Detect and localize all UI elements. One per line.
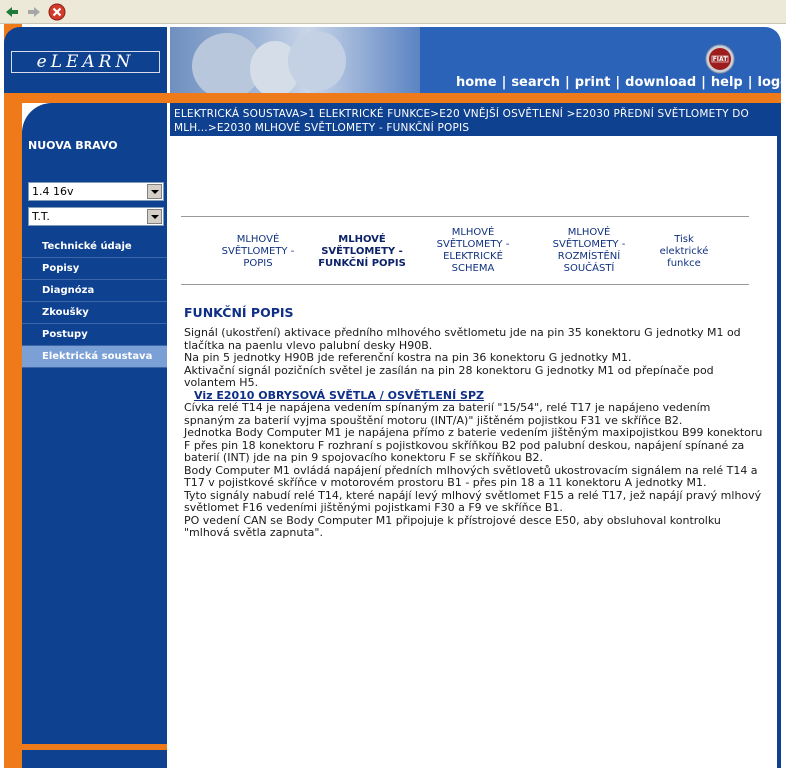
- paragraph: Body Computer M1 ovládá napájení předních mlhových světlovetů ukostrovacím signálem na relé T14 a T17 v pojistkové skříňce v motorovém prostoru B1 - přes pin 18 a 11 konektoru A jednotky M1.: [184, 463, 758, 489]
- logo-panel: [4, 27, 167, 93]
- tab-funkcni-popis[interactable]: MLHOVÉ SVĚTLOMETY - FUNKČNÍ POPIS: [318, 234, 406, 269]
- paragraph: Cívka relé T14 je napájena vedením spínaným za baterií "15/54", relé T17 je napájeno vedením spnaným za baterií vyjma spouštění motoru (INT/A)" jištěném pojistkou F31 ve skříňce B2.: [184, 401, 711, 427]
- sidebar-item-elektricka-soustava[interactable]: Elektrická soustava: [22, 346, 167, 368]
- print-link[interactable]: print: [574, 75, 611, 90]
- version-select-value: T.T.: [32, 210, 50, 223]
- header-orange-band: [4, 93, 781, 103]
- page-title: FUNKČNÍ POPIS: [184, 305, 294, 320]
- tab-elektricke-schema[interactable]: MLHOVÉ SVĚTLOMETY - ELEKTRICKÉ SCHEMA: [436, 227, 510, 274]
- tab-popis[interactable]: MLHOVÉ SVĚTLOMETY - POPIS: [221, 234, 295, 269]
- model-name: NUOVA BRAVO: [28, 139, 118, 152]
- svg-text:FIAT: FIAT: [712, 56, 728, 63]
- download-link[interactable]: download: [625, 75, 697, 90]
- tab-rozmisteni-soucasti[interactable]: MLHOVÉ SVĚTLOMETY - ROZMÍSTĚNÍ SOUČÁSTÍ: [552, 227, 626, 274]
- paragraph: PO vedení CAN se Body Computer M1 připojuje k přístrojové desce E50, aby obsluhoval kontrolku "mlhová světla zapnuta".: [184, 513, 721, 539]
- paragraph: Tyto signály nabudí relé T14, které napájí levý mlhový světlomet F15 a relé T17, jež napájí pravý mlhový světlomet F16 vedeními jištěnými pojistkami F30 a F9 ve skříňce B1.: [184, 488, 762, 514]
- logout-link[interactable]: logout: [757, 75, 805, 90]
- tab-tisk-elektricke-funkce[interactable]: Tisk elektrické funkce: [659, 234, 709, 269]
- frame-orange-strip: [4, 24, 22, 768]
- elearn-logo[interactable]: eLEARN: [11, 51, 160, 73]
- back-arrow-icon[interactable]: [3, 3, 21, 21]
- related-link[interactable]: Viz E2010 OBRYSOVÁ SVĚTLA / OSVĚTLENÍ SPZ: [194, 388, 485, 402]
- chevron-down-icon[interactable]: [147, 184, 162, 199]
- version-select[interactable]: [28, 207, 164, 226]
- engine-select-value: 1.4 16v: [32, 185, 74, 198]
- sidebar-item-popisy[interactable]: Popisy: [22, 258, 167, 280]
- sidebar-top-curve: [22, 103, 167, 136]
- sidebar-item-technicke-udaje[interactable]: Technické údaje: [22, 236, 167, 258]
- paragraph: Aktivační signál pozičních světel je zasílán na pin 28 konektoru G jednotky M1 od přepínače pod volantem H5.: [184, 363, 714, 389]
- home-link[interactable]: home: [456, 75, 497, 90]
- description-text: [184, 327, 764, 540]
- tabs-divider-top: [181, 216, 749, 217]
- paragraph: Na pin 5 jednotky H90B jde referenční kostra na pin 36 konektoru G jednotky M1.: [184, 351, 632, 364]
- paragraph: Jednotka Body Computer M1 je napájena přímo z baterie vedením jištěným maxipojistkou B99 konektoru F přes pin 18 konektoru F rozhraní s pojistkovou skříňkou B2 pod palubní deskou, napájení spínané za baterií (INT) jde na pin 9 spojovacího konektoru F se skříňkou B2.: [184, 426, 763, 464]
- paragraph: Signál (ukostření) aktivace předního mlhového světlometu jde na pin 35 konektoru G jednotky M1 od tlačítka na paenlu vlevo palubní desky H90B.: [184, 326, 741, 352]
- fiat-logo-icon: [705, 44, 735, 74]
- header-photo: [170, 27, 420, 93]
- stop-icon[interactable]: [48, 3, 66, 21]
- breadcrumb: ELEKTRICKÁ SOUSTAVA>1 ELEKTRICKÉ FUNKCE>E20 VNĚJŠÍ OSVĚTLENÍ >E2030 PŘEDNÍ SVĚTLOMETY DO MLH...>E2030 MLHOVÉ SVĚTLOMETY - FUNKČNÍ POPIS: [174, 108, 749, 134]
- sidebar-item-diagnoza[interactable]: Diagnóza: [22, 280, 167, 302]
- engine-select[interactable]: [28, 182, 164, 201]
- frame-blue-bottom: [22, 750, 167, 768]
- sidebar-item-zkousky[interactable]: Zkoušky: [22, 302, 167, 324]
- forward-arrow-icon[interactable]: [25, 3, 43, 21]
- sidebar-menu: [22, 236, 167, 368]
- top-nav-links: home | search | print | download | help | logout: [456, 75, 805, 90]
- sidebar: [22, 136, 167, 744]
- sidebar-item-postupy[interactable]: Postupy: [22, 324, 167, 346]
- breadcrumb-bar: [170, 103, 781, 136]
- search-link[interactable]: search: [511, 75, 561, 90]
- tabs-divider-bottom: [181, 284, 749, 285]
- frame-right-edge: [777, 136, 781, 768]
- help-link[interactable]: help: [710, 75, 743, 90]
- chevron-down-icon[interactable]: [147, 209, 162, 224]
- browser-toolbar: [0, 0, 786, 24]
- photo-face-3: [288, 31, 346, 91]
